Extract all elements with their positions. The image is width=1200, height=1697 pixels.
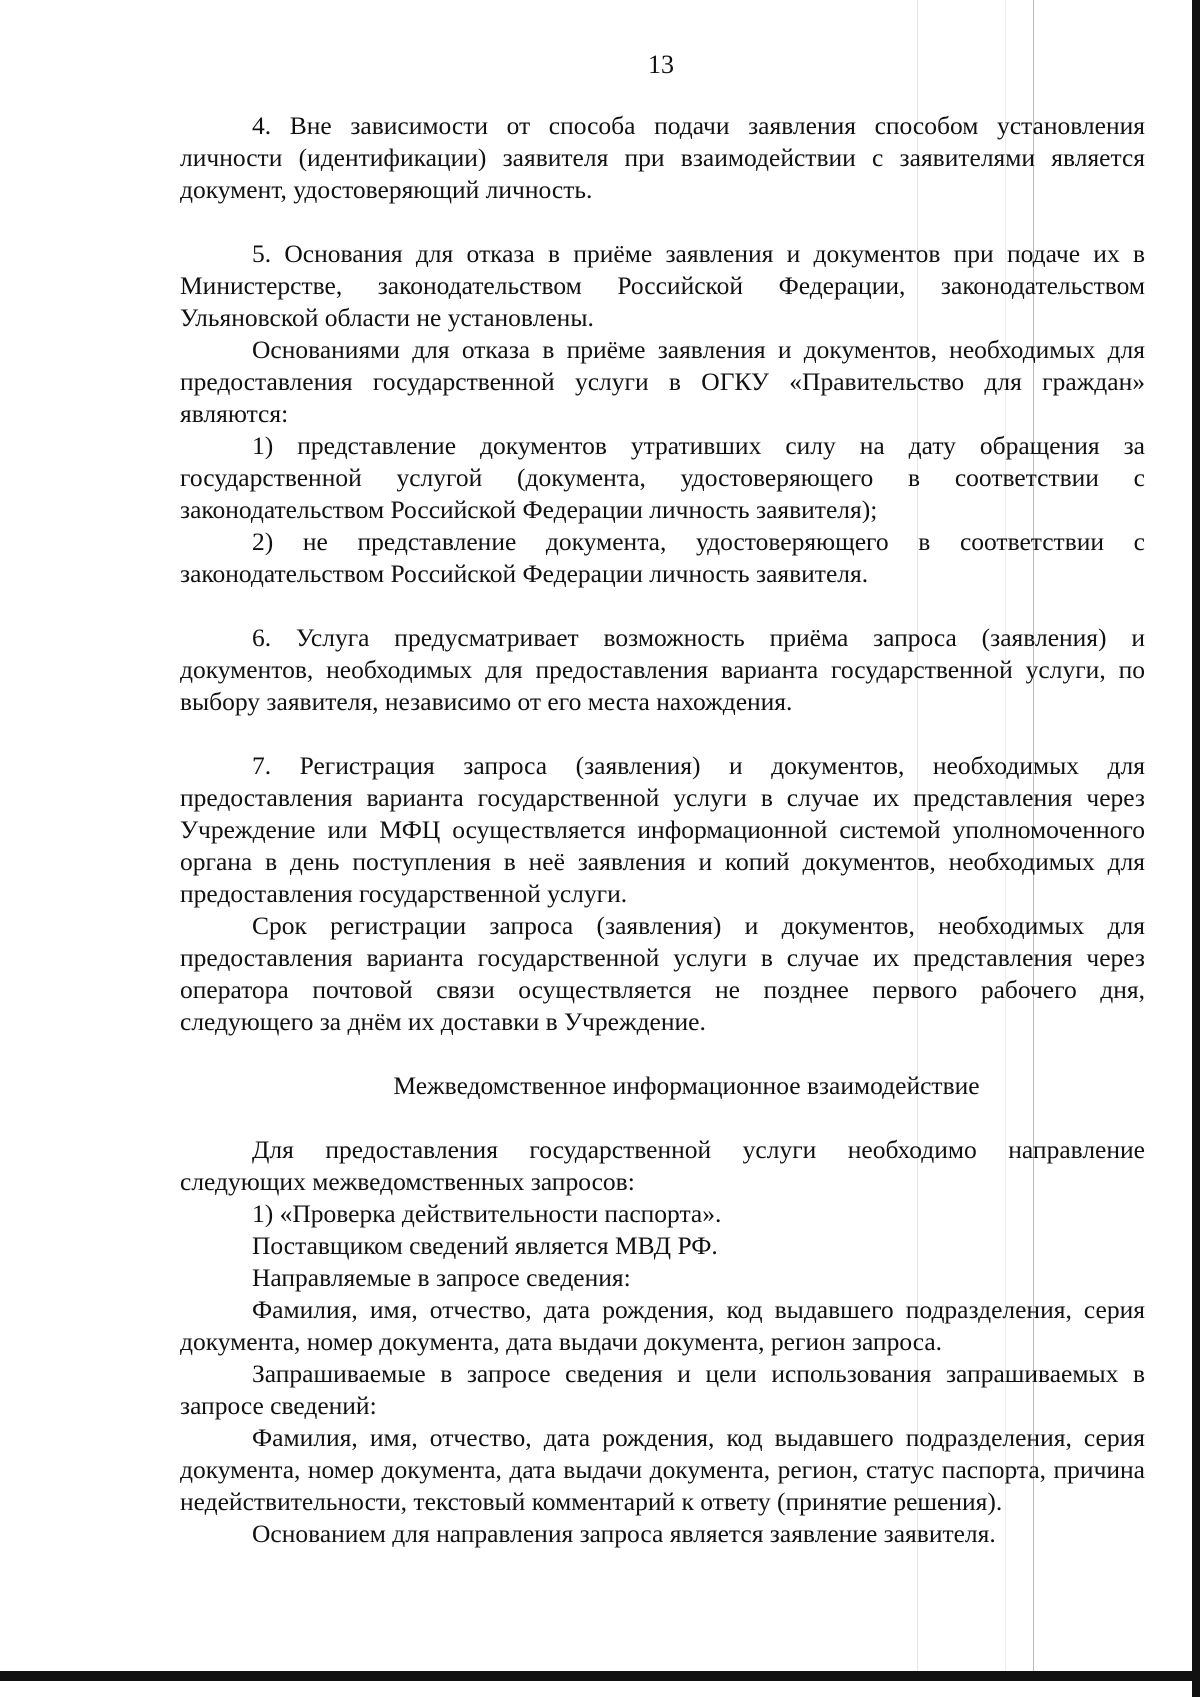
- section-heading: Межведомственное информационное взаимодействие: [393, 1071, 980, 1100]
- spacer: [180, 1038, 1145, 1070]
- paragraph-requested-data: Фамилия, имя, отчество, дата рождения, код выдавшего подразделения, серия документа, номер документа, дата выдачи документа, регион, статус паспорта, причина недействительности, текстовый комментарий к ответу (принятие решения).: [180, 1423, 1145, 1516]
- page-number: 13: [648, 50, 674, 79]
- scan-border-right: [1192, 0, 1200, 1697]
- paragraph-sent-data: Фамилия, имя, отчество, дата рождения, код выдавшего подразделения, серия документа, номер документа, дата выдачи документа, регион запроса.: [180, 1295, 1145, 1356]
- paragraph-refusal-grounds: Основаниями для отказа в приёме заявления и документов, необходимых для предоставления государственной услуги в ОГКУ «Правительство для граждан» являются:: [180, 335, 1145, 428]
- paragraph-item-5: 5. Основания для отказа в приёме заявления и документов при подаче их в Министерстве, законодательством Российской Федерации, законодательством Ульяновской области не установлены.: [180, 239, 1145, 332]
- paragraph-sent-data-label: Направляемые в запросе сведения:: [252, 1263, 631, 1292]
- paragraph-item-7: 7. Регистрация запроса (заявления) и документов, необходимых для предоставления варианта государственной услуги в случае их представления через Учреждение или МФЦ осуществляется информационной системой уполномоченного органа в день поступления в неё заявления и копий документов, необходимых для предоставления государственной услуги.: [180, 751, 1145, 908]
- paragraph-requested-data-label: Запрашиваемые в запросе сведения и цели использования запрашиваемых в запросе сведений:: [180, 1359, 1145, 1420]
- document-body: [180, 110, 1145, 1550]
- spacer: [180, 1102, 1145, 1134]
- paragraph-interagency-intro: Для предоставления государственной услуги необходимо направление следующих межведомственных запросов:: [180, 1135, 1145, 1196]
- paragraph-registration-term: Срок регистрации запроса (заявления) и документов, необходимых для предоставления варианта государственной услуги в случае их представления через оператора почтовой связи осуществляется не позднее первого рабочего дня, следующего за днём их доставки в Учреждение.: [180, 911, 1145, 1036]
- scan-border-bottom: [0, 1671, 1200, 1681]
- paragraph-refusal-2: 2) не представление документа, удостоверяющего в соответствии с законодательством Российской Федерации личность заявителя.: [180, 527, 1145, 588]
- paragraph-request-1: 1) «Проверка действительности паспорта».: [252, 1199, 722, 1228]
- spacer: [180, 206, 1145, 238]
- paragraph-provider: Поставщиком сведений является МВД РФ.: [252, 1231, 718, 1260]
- spacer: [180, 590, 1145, 622]
- paragraph-refusal-1: 1) представление документов утративших силу на дату обращения за государственной услугой (документа, удостоверяющего в соответствии с законодательством Российской Федерации личность заявителя);: [180, 431, 1145, 524]
- spacer: [180, 718, 1145, 750]
- paragraph-item-6: 6. Услуга предусматривает возможность приёма запроса (заявления) и документов, необходимых для предоставления варианта государственной услуги, по выбору заявителя, независимо от его места нахождения.: [180, 623, 1145, 716]
- paragraph-request-basis: Основанием для направления запроса является заявление заявителя.: [252, 1519, 996, 1548]
- paragraph-item-4: 4. Вне зависимости от способа подачи заявления способом установления личности (идентификации) заявителя при взаимодействии с заявителями является документ, удостоверяющий личность.: [180, 111, 1145, 204]
